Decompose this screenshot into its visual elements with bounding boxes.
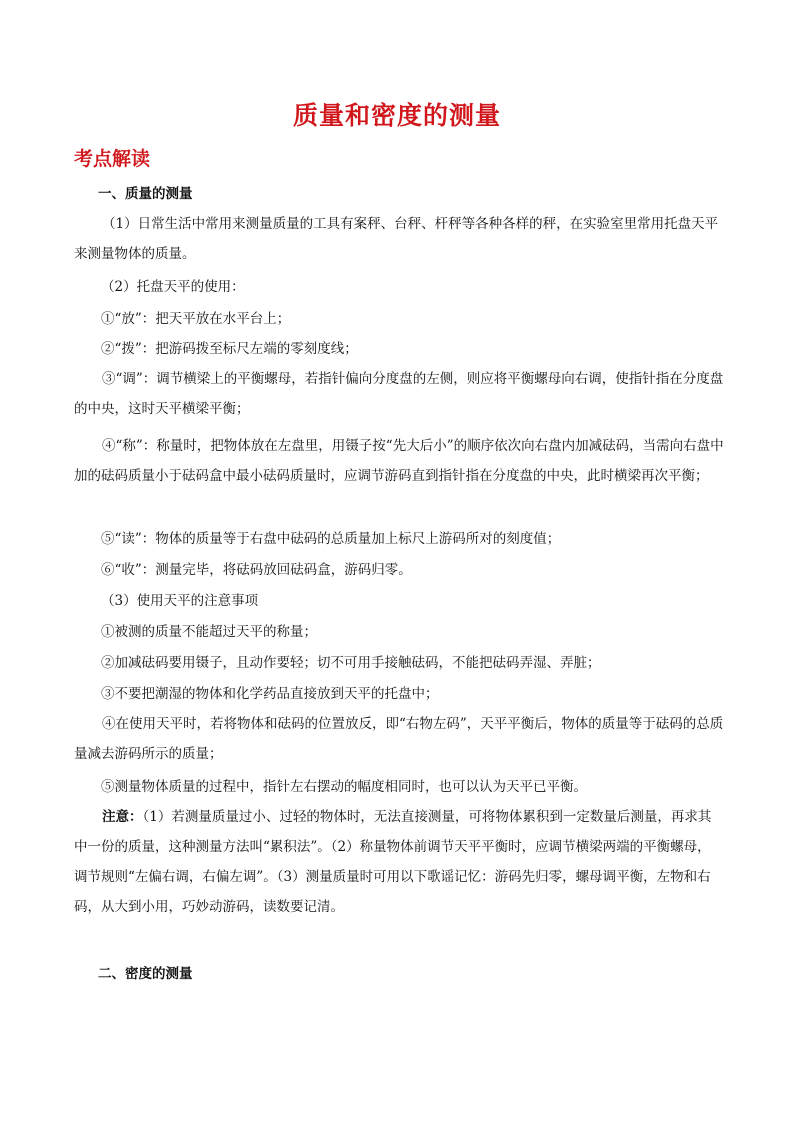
step-read: ⑤“读”：物体的质量等于右盘中砝码的总质量加上标尺上游码所对的刻度值； — [101, 531, 561, 547]
precaution-5: ⑤测量物体质量的过程中，指针左右摆动的幅度相同时，也可以认为天平已平衡。 — [101, 779, 587, 795]
step-adjust: ③“调”：调节横梁上的平衡螺母，若指针偏向分度盘的左侧，则应将平衡螺母向右调，使指针指在分度盘的中央，这时天平横梁平衡； — [74, 371, 724, 417]
step-place: ①“放”：把天平放在水平台上； — [101, 311, 291, 327]
precaution-3: ③不要把潮湿的物体和化学药品直接放到天平的托盘中； — [101, 686, 439, 702]
attention-label: 注意： — [102, 809, 143, 825]
paragraph-precautions: （3）使用天平的注意事项 — [101, 593, 259, 609]
attention-paragraph — [74, 802, 724, 922]
step-weigh: ④“称”：称量时，把物体放在左盘里，用镊子按“先大后小”的顺序依次向右盘内加减砝码，当需向右盘中加的砝码质量小于砝码盒中最小砝码质量时，应调节游码直到指针指在分度盘的中央，此时横梁再次平衡； — [74, 438, 724, 484]
step-store: ⑥“收”：测量完毕，将砝码放回砝码盒，游码归零。 — [101, 562, 412, 578]
precaution-2: ②加减砝码要用镊子，且动作要轻；切不可用手接触砝码，不能把砝码弄湿、弄脏； — [101, 655, 601, 671]
section-label: 考点解读 — [74, 148, 151, 170]
paragraph-mass-tools: （1）日常生活中常用来测量质量的工具有案秤、台秤、杆秤等各种各样的秤，在实验室里常用托盘天平来测量物体的质量。 — [74, 216, 719, 262]
paragraph-balance-usage: （2）托盘天平的使用： — [101, 279, 245, 295]
attention-text: （1）若测量质量过小、过轻的物体时，无法直接测量，可将物体累积到一定数量后测量，再求其中一份的质量，这种测量方法叫“累积法”。（2）称量物体前调节天平平衡时，应调节横梁两端的平衡螺母，调节规则“左偏右调，右偏左调”。（3）测量质量时可用以下歌谣记忆：游码先归零，螺母调平衡，左物和右码，从大到小用，巧妙动游码，读数要记清。 — [74, 809, 712, 915]
precaution-4: ④在使用天平时，若将物体和砝码的位置放反，即“右物左码”，天平平衡后，物体的质量等于砝码的总质量减去游码所示的质量； — [74, 716, 724, 762]
section2-heading: 二、密度的测量 — [98, 966, 193, 982]
step-slide: ②“拨”：把游码拨至标尺左端的零刻度线； — [101, 341, 358, 357]
section1-heading: 一、质量的测量 — [98, 186, 193, 202]
page-title: 质量和密度的测量 — [292, 101, 501, 130]
precaution-1: ①被测的质量不能超过天平的称量； — [101, 624, 317, 640]
